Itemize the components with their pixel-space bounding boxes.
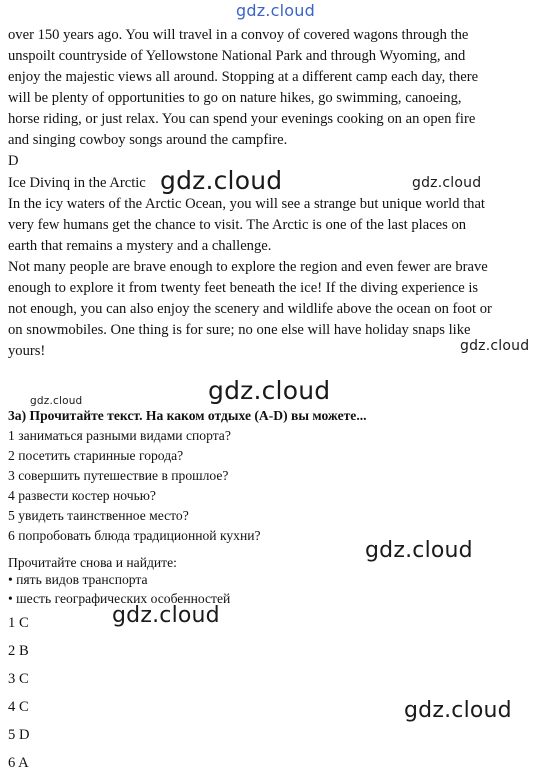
- watermark-text: gdz.cloud: [460, 338, 530, 354]
- answer-item: 2 B: [8, 643, 29, 659]
- find-again-item: • шесть географических особенностей: [8, 591, 231, 606]
- task-question: 2 посетить старинные города?: [8, 448, 184, 463]
- task-question: 6 попробовать блюда традиционной кухни?: [8, 528, 261, 543]
- watermark-text: gdz.cloud: [365, 538, 473, 563]
- answer-item: 3 C: [8, 671, 29, 687]
- find-again-heading: Прочитайте снова и найдите:: [8, 555, 177, 570]
- section-d-line: Not many people are brave enough to explore the region and even fewer are brave: [8, 259, 488, 275]
- paragraph-c-line: will be plenty of opportunities to go on nature hikes, go swimming, canoeing,: [8, 90, 462, 106]
- find-again-item: • пять видов транспорта: [8, 572, 148, 587]
- paragraph-c-line: over 150 years ago. You will travel in a convoy of covered wagons through the: [8, 27, 469, 43]
- paragraph-c-line: enjoy the majestic views all around. Stopping at a different camp each day, there: [8, 69, 479, 85]
- watermark-text: gdz.cloud: [208, 376, 331, 405]
- answer-item: 6 A: [8, 755, 29, 771]
- section-d-line: yours!: [8, 343, 46, 359]
- section-d-line: enough to explore it from twenty feet beneath the ice! If the diving experience is: [8, 280, 479, 296]
- answer-item: 5 D: [8, 727, 30, 743]
- task-question: 1 заниматься разными видами спорта?: [8, 428, 231, 443]
- watermark-text: gdz.cloud: [236, 1, 315, 20]
- section-d-line: not enough, you can also enjoy the scenery and wildlife above the ocean on foot or: [8, 301, 492, 317]
- watermark-text: gdz.cloud: [30, 395, 83, 407]
- watermark-text: gdz.cloud: [112, 603, 220, 628]
- paragraph-c-line: horse riding, or just relax. You can spend your evenings cooking on an open fire: [8, 111, 476, 127]
- watermark-text: gdz.cloud: [412, 175, 482, 191]
- answer-item: 1 C: [8, 615, 29, 631]
- section-d-line: earth that remains a mystery and a challenge.: [8, 238, 272, 254]
- task-question: 3 совершить путешествие в прошлое?: [8, 468, 229, 483]
- section-d-title: Ice Divinq in the Arctic: [8, 175, 146, 191]
- task-3a-heading: 3а) Прочитайте текст. На каком отдыхе (A-D) вы можете...: [8, 408, 367, 423]
- paragraph-c-line: and singing cowboy songs around the campfire.: [8, 132, 288, 148]
- task-question: 4 развести костер ночью?: [8, 488, 156, 503]
- paragraph-c-line: unspoilt countryside of Yellowstone National Park and through Wyoming, and: [8, 48, 466, 64]
- section-d-letter: D: [8, 153, 19, 169]
- task-question: 5 увидеть таинственное место?: [8, 508, 189, 523]
- watermark-text: gdz.cloud: [160, 166, 283, 195]
- section-d-line: In the icy waters of the Arctic Ocean, you will see a strange but unique world that: [8, 196, 485, 212]
- section-d-line: on snowmobiles. One thing is for sure; no one else will have holiday snaps like: [8, 322, 471, 338]
- answer-item: 4 C: [8, 699, 29, 715]
- section-d-line: very few humans get the chance to visit. The Arctic is one of the last places on: [8, 217, 467, 233]
- watermark-text: gdz.cloud: [404, 698, 512, 723]
